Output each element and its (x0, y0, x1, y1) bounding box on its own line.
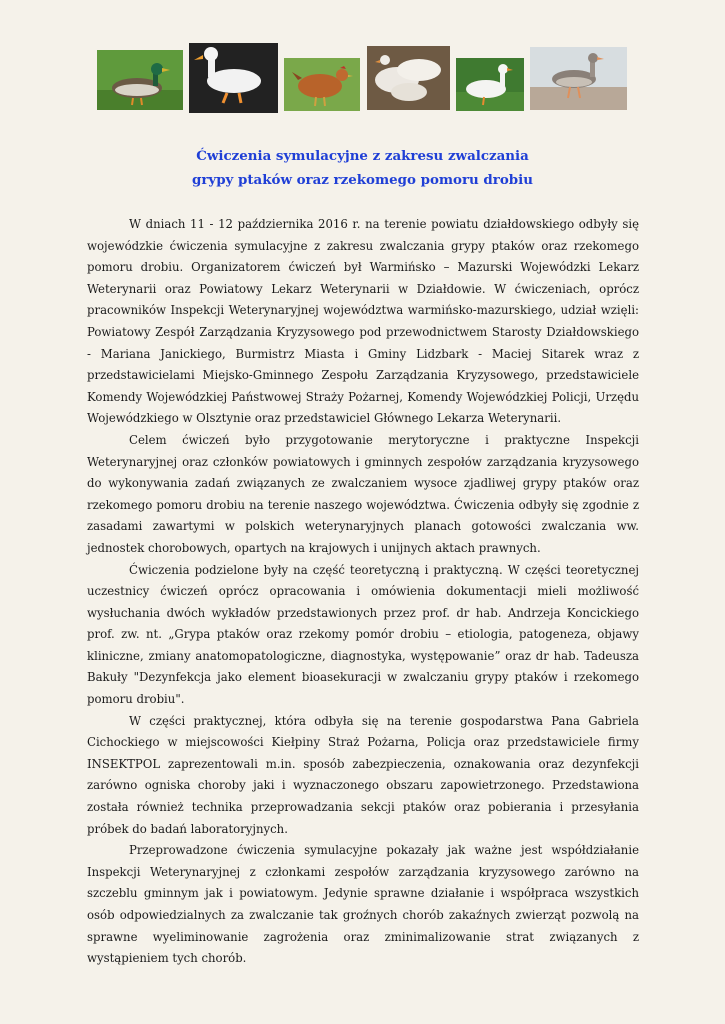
header-photo-strip (96, 43, 628, 113)
paragraph-5: Przeprowadzone ćwiczenia symulacyjne pokazały jak ważne jest współdziałanie Inspekcji Weterynaryjnej z członkami zespołów zarządzania kryzysowego zarówno na szczeblu gminnym jak i powiatowym. Jedynie sprawne działanie i współpraca wszystkich osób odpowiedzialnych za zwalczanie tak groźnych chorób zakaźnych zwierząt pozwolą na sprawne wyeliminowanie zagrożenia oraz zminimalizowanie strat związanych z wystąpieniem tych chorób. (87, 843, 639, 966)
white-duck-photo (189, 43, 278, 113)
paragraph-3: Ćwiczenia podzielone były na część teoretyczną i praktyczną. W części teoretycznej uczestnicy ćwiczeń oprócz opracowania i omówienia dokumentacji mieli możliwość wysłuchania dwóch wykładów przedstawionych przez prof. dr hab. Andrzeja Koncickiego prof. zw. nt. „Grypa ptaków oraz rzekomy pomór drobiu – etiologia, patogeneza, objawy kliniczne, zmiany anatomopatologiczne, diagnostyka, występowanie” oraz dr hab. Tadeusza Bakuły "Dezynfekcja jako element bioasekuracji w zwalczaniu grypy ptaków i rzekomego pomoru drobiu". (87, 562, 639, 707)
paragraph-4: W części praktycznej, która odbyła się na terenie gospodarstwa Pana Gabriela Cichockiego w miejscowości Kiełpiny Straż Pożarna, Policja oraz przedstawiciele firmy INSEKTPOL zaprezentowali m.in. sposób zabezpieczenia, oznakowania oraz dezynfekcji zarówno ogniska choroby jaki i wyznaczonego obszaru zapowietrzonego. Przedstawiona została również technika przeprowadzania sekcji ptaków oraz pobierania i przesyłania próbek do badań laboratoryjnych. (87, 713, 639, 836)
hen-photo (284, 58, 360, 111)
title-line-2: grypy ptaków oraz rzekomego pomoru drobiu (192, 172, 533, 188)
title-line-1: Ćwiczenia symulacyjne z zakresu zwalczania (196, 148, 529, 164)
paragraph-1: W dniach 11 - 12 października 2016 r. na terenie powiatu działdowskiego odbyły się wojewódzkie ćwiczenia symulacyjne z zakresu zwalczania grypy ptaków oraz rzekomego pomoru drobiu. Organizatorem ćwiczeń był Warmińsko – Mazurski Wojewódzki Lekarz Weterynarii oraz Powiatowy Lekarz Weterynarii w Działdowie. W ćwiczeniach, oprócz pracowników Inspekcji Weterynaryjnej województwa warmińsko-mazurskiego, udział wzięli: Powiatowy Zespół Zarządzania Kryzysowego pod przewodnictwem Starosty Działdowskiego - Mariana Janickiego, Burmistrz Miasta i Gminy Lidzbark - Maciej Sitarek wraz z przedstawicielami Miejsko-Gminnego Zespołu Zarządzania Kryzysowego, przedstawiciele Komendy Wojewódzkiej Państwowej Straży Pożarnej, Komendy Wojewódzkiej Policji, Urzędu Wojewódzkiego w Olsztynie oraz przedstawiciel Głównego Lekarza Weterynarii. (87, 217, 639, 426)
paragraph-2: Celem ćwiczeń było przygotowanie merytoryczne i praktyczne Inspekcji Weterynaryjnej oraz członków powiatowych i gminnych zespołów zarządzania kryzysowego do wykonywania zadań związanych ze zwalczaniem wysoce zjadliwej grypy ptaków oraz rzekomego pomoru drobiu na terenie naszego województwa. Ćwiczenia odbyły się zgodnie z zasadami zawartymi w polskich weterynaryjnych planach gotowości zwalczania ww. jednostek chorobowych, opartych na krajowych i unijnych aktach prawnych. (87, 432, 639, 555)
page-title (60, 144, 665, 192)
geese-flock-photo (367, 46, 450, 110)
white-goose-photo (456, 58, 524, 111)
mallard-duck-photo (97, 50, 183, 110)
grey-goose-photo (530, 47, 627, 110)
article-body (87, 214, 639, 970)
